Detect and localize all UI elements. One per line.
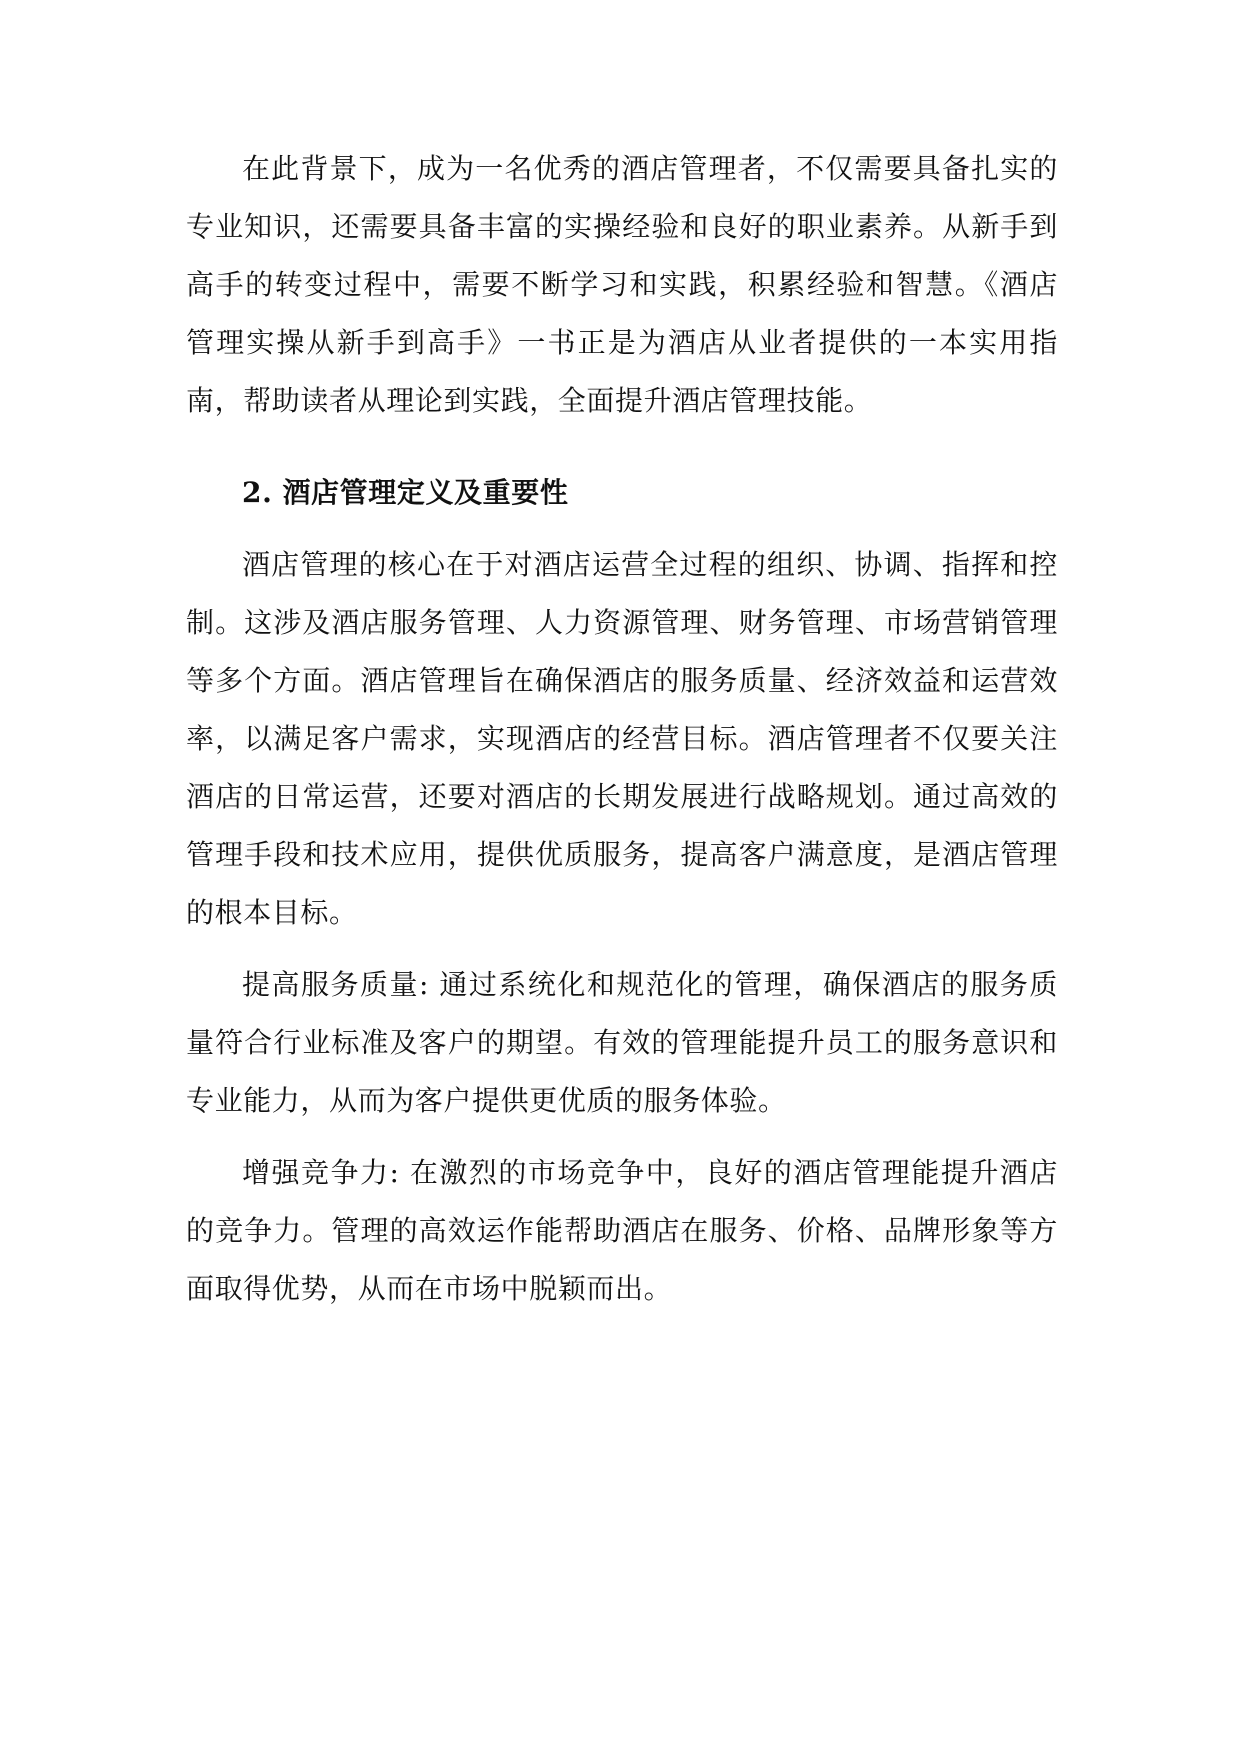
section-number: 2. <box>242 476 273 509</box>
intro-paragraph: 在此背景下，成为一名优秀的酒店管理者，不仅需要具备扎实的专业知识，还需要具备丰富的实操经验和良好的职业素养。从新手到高手的转变过程中，需要不断学习和实践，积累经验和智慧。《酒店管理实操从新手到高手》一书正是为酒店从业者提供的一本实用指南，帮助读者从理论到实践，全面提升酒店管理技能。 <box>186 152 1058 417</box>
section-title: 酒店管理定义及重要性 <box>282 476 569 509</box>
section-heading <box>186 464 1058 522</box>
point-competitiveness <box>186 1144 1058 1318</box>
document-body <box>186 140 1058 1318</box>
point-lead: 增强竞争力: <box>242 1156 400 1189</box>
point-text: 通过系统化和规范化的管理，确保酒店的服务质量符合行业标准及客户的期望。有效的管理能提升员工的服务意识和专业能力，从而为客户提供更优质的服务体验。 <box>186 968 1058 1117</box>
point-text: 在激烈的市场竞争中，良好的酒店管理能提升酒店的竞争力。管理的高效运作能帮助酒店在服务、价格、品牌形象等方面取得优势，从而在市场中脱颖而出。 <box>186 1156 1058 1305</box>
point-service-quality <box>186 956 1058 1130</box>
point-lead: 提高服务质量: <box>242 968 430 1001</box>
section-paragraph: 酒店管理的核心在于对酒店运营全过程的组织、协调、指挥和控制。这涉及酒店服务管理、人力资源管理、财务管理、市场营销管理等多个方面。酒店管理旨在确保酒店的服务质量、经济效益和运营效率，以满足客户需求，实现酒店的经营目标。酒店管理者不仅要关注酒店的日常运营，还要对酒店的长期发展进行战略规划。通过高效的管理手段和技术应用，提供优质服务，提高客户满意度，是酒店管理的根本目标。 <box>186 548 1058 929</box>
